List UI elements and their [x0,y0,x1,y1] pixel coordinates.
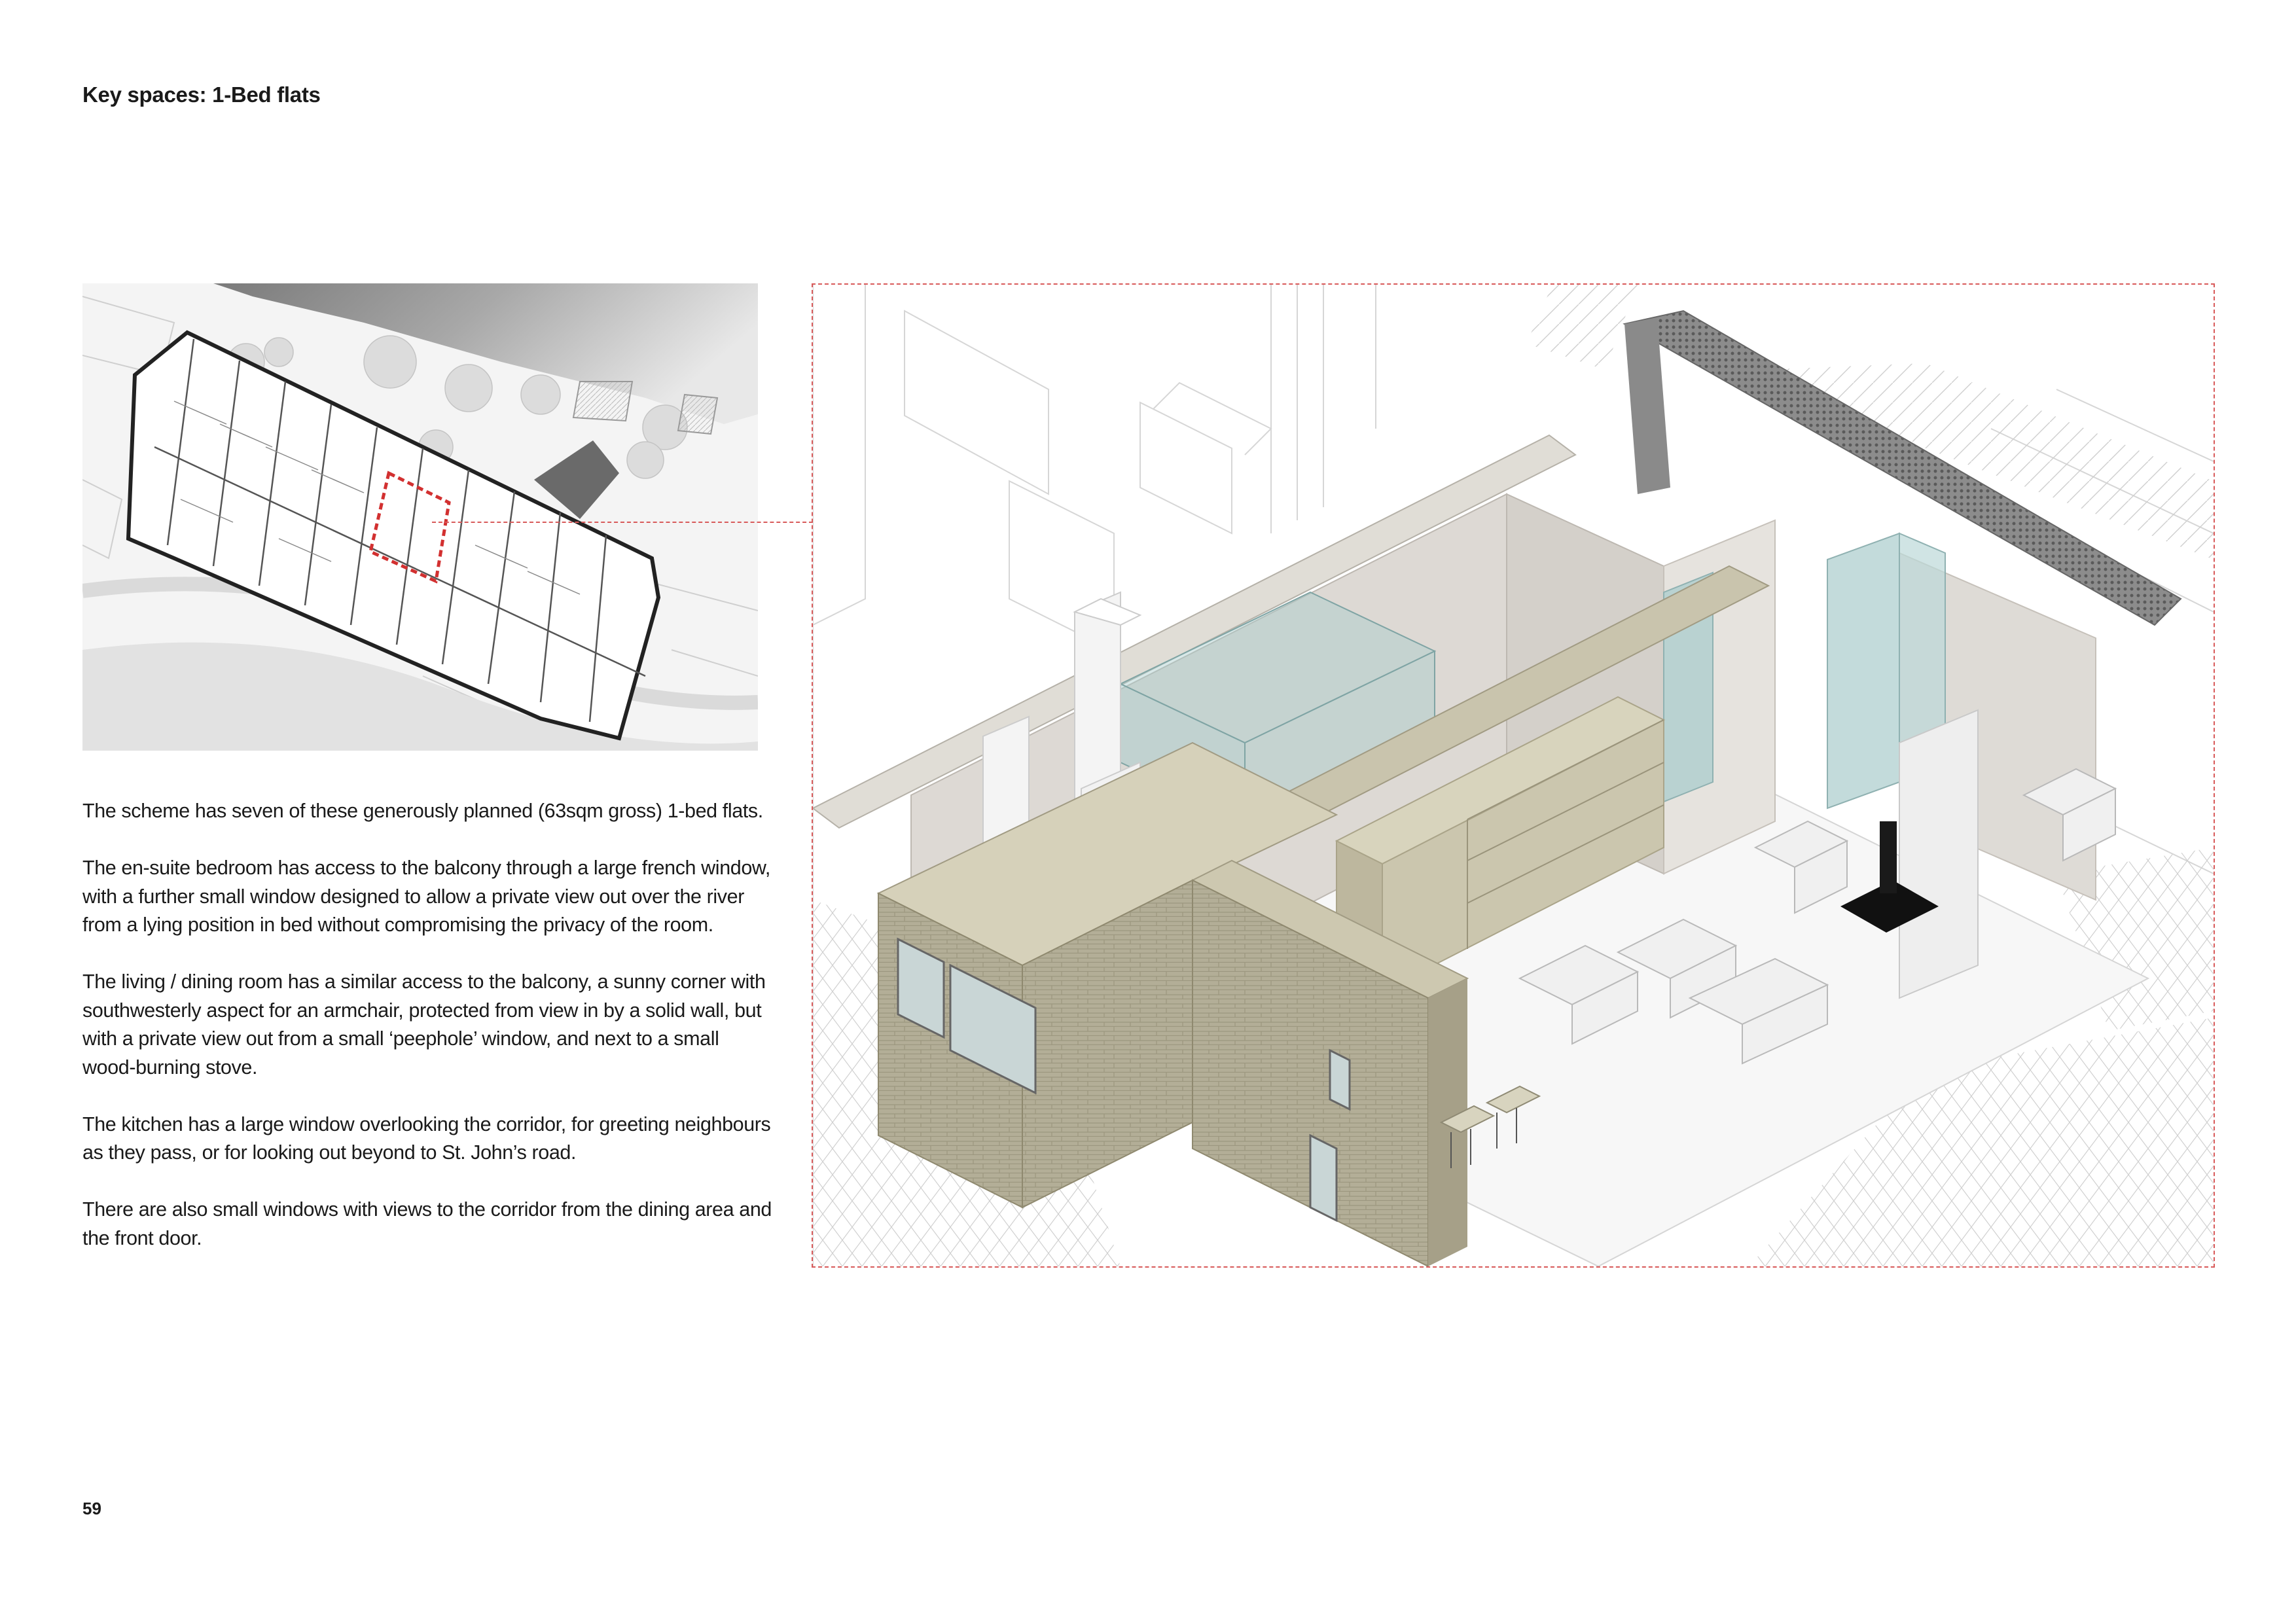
isometric-flat-drawing [812,283,2215,1268]
paragraph: There are also small windows with views to the corridor from the dining area and the front door. [82,1198,772,1249]
paragraph: The en-suite bedroom has access to the balcony through a large french window, with a further small window designed to allow a private view out over the river from a lying position in bed without compromising the privacy of the room. [82,857,770,936]
page-title: Key spaces: 1-Bed flats [82,82,321,107]
site-plan-image [82,283,758,751]
paragraph: The living / dining room has a similar access to the balcony, a sunny corner with southwesterly aspect for an armchair, protected from view in by a solid wall, but with a private view out from a small ‘peephole’ window, and next to a small wood-burning stove. [82,971,766,1079]
page-number: 59 [82,1499,101,1518]
paragraph: The kitchen has a large window overlooking the corridor, for greeting neighbours as they pass, or for looking out beyond to St. John’s road. [82,1113,771,1164]
paragraph: The scheme has seven of these generously planned (63sqm gross) 1-bed flats. [82,800,763,822]
callout-connector-line [432,522,813,523]
body-text [82,797,776,1281]
